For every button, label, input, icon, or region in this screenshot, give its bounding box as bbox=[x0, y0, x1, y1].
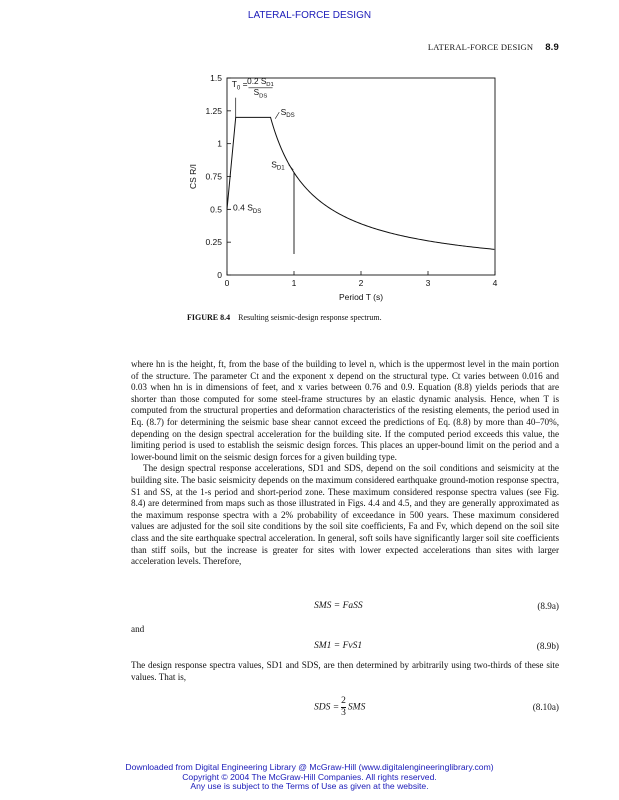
connector-and: and bbox=[131, 624, 145, 634]
plot-area bbox=[188, 73, 498, 302]
equation-expression: SM1 = FvS1 bbox=[314, 641, 363, 651]
spectrum-curve bbox=[227, 117, 494, 249]
paragraph-1: where hn is the height, ft, from the base of the building to level n, which is the uppermost level in the main portion of the structure. The parameter Ct and the exponent x depend on the structural type. Ct varies between 0.016 and 0.03 when hn is in dimensions of feet, and x varies between 0.76 and 0.9. Equation (8.8) yields periods that are shorter than those computed for some steel-frame structures by an elastic dynamic analysis. Hence, when T is computed from the structural properties and deformation characteristics of the resisting elements, the period used in Eq. (8.7) for determining the seismic base shear cannot exceed the predictions of Eq. (8.8) by more than 40–70%, depending on the design spectral acceleration for the building site. If the computed period exceeds this value, the limiting period is used to establish the seismic design forces. This places an upper-bound limit on the period and a lower-bound limit on the seismic design forces for a given building type. bbox=[131, 359, 559, 462]
figure-label: FIGURE 8.4 bbox=[187, 313, 231, 322]
sds-label: $S_{DS}$ bbox=[280, 106, 295, 119]
y-axis-label: CS R/I bbox=[188, 163, 198, 190]
equation-expression bbox=[314, 696, 365, 719]
x-axis-label: Period T (s) bbox=[338, 292, 384, 302]
fraction bbox=[341, 696, 346, 719]
x-tick-label: 0 bbox=[224, 278, 230, 288]
plot-frame bbox=[227, 78, 495, 275]
equation-number: (8.9b) bbox=[536, 641, 559, 651]
figure-caption-text: Resulting seismic-design response spectrum. bbox=[238, 313, 382, 322]
figure-caption bbox=[187, 313, 382, 322]
equation-expression: SMS = FaSS bbox=[314, 601, 363, 611]
y-tick-label: 1.5 bbox=[210, 73, 222, 83]
sds-leader bbox=[275, 112, 279, 119]
sd1-label: $S_{D1}$ bbox=[271, 159, 285, 172]
top-banner: LATERAL-FORCE DESIGN bbox=[247, 10, 372, 21]
low-label: 0.4 $S_{DS}$ bbox=[233, 202, 262, 215]
x-tick-label: 4 bbox=[492, 278, 498, 288]
y-tick-label: 0.75 bbox=[205, 171, 222, 182]
fraction-denominator: $S_{DS}$ bbox=[253, 88, 268, 100]
paragraph-2: The design spectral response accelerations, SD1 and SDS, depend on the soil conditions and seismicity at the building site. The basic seismicity depends on the maximum considered earthquake ground-motion response spectra, S1 and SS, at the 1-s period and short-period zone. These maximum considered response spectra values (see Fig. 8.4) are determined from maps such as those illustrated in Figs. 4.4 and 4.5, and they are generally approximated as the maximum response spectra with a 2% probability of exceedance in 500 years. These maximum considered values are adjusted for the soil site conditions by the soil site coefficients, Fa and Fv, which depend on the soil site class and the site earthquake spectral acceleration. In general, soft soils have significantly larger soil site coefficients than stiff soils, but the increase is greater for sites with lower expected accelerations than sites with larger acceleration levels. Therefore, bbox=[131, 463, 559, 567]
y-tick-label: 0 bbox=[217, 270, 222, 280]
equation-8-9a bbox=[131, 601, 559, 617]
y-tick-label: 0.25 bbox=[205, 237, 222, 248]
running-title: LATERAL-FORCE DESIGN bbox=[427, 42, 534, 52]
fraction-denominator: 3 bbox=[341, 708, 346, 718]
running-head bbox=[428, 42, 559, 53]
y-tick-label: 1 bbox=[217, 138, 222, 149]
body-text bbox=[131, 359, 559, 568]
x-tick-label: 1 bbox=[291, 278, 297, 288]
response-spectrum-chart bbox=[180, 62, 520, 307]
eq-lhs: SDS = bbox=[314, 702, 340, 713]
footer-line-1[interactable]: Downloaded from Digital Engineering Library @ McGraw-Hill (www.digitalengineeringlibrary.com) bbox=[125, 762, 494, 772]
fraction-numerator: 2 bbox=[341, 696, 346, 706]
equation-8-9b bbox=[131, 641, 559, 657]
eq-rhs: SMS bbox=[347, 702, 366, 713]
equation-number: (8.10a) bbox=[532, 702, 559, 712]
page-number: 8.9 bbox=[545, 42, 559, 53]
y-tick-label: 1.25 bbox=[205, 105, 222, 116]
sd1-leader bbox=[289, 165, 294, 170]
t0-label: $T_0$ = bbox=[231, 79, 248, 92]
equation-8-10a bbox=[131, 696, 559, 722]
x-tick-label: 2 bbox=[358, 278, 364, 288]
footer-line-3: Any use is subject to the Terms of Use as given at the website. bbox=[190, 781, 429, 792]
footer-line-2: Copyright © 2004 The McGraw-Hill Companies. All rights reserved. bbox=[182, 771, 437, 782]
y-tick-label: 0.5 bbox=[210, 204, 222, 215]
paragraph-3: The design response spectra values, SD1 and SDS, are then determined by arbitrarily using two-thirds of these site values. That is, bbox=[131, 660, 559, 682]
fraction-numerator: 0.2 $S_{D1}$ bbox=[247, 76, 274, 89]
footer bbox=[0, 763, 619, 792]
x-tick-label: 3 bbox=[425, 278, 431, 288]
equation-number: (8.9a) bbox=[537, 601, 559, 611]
